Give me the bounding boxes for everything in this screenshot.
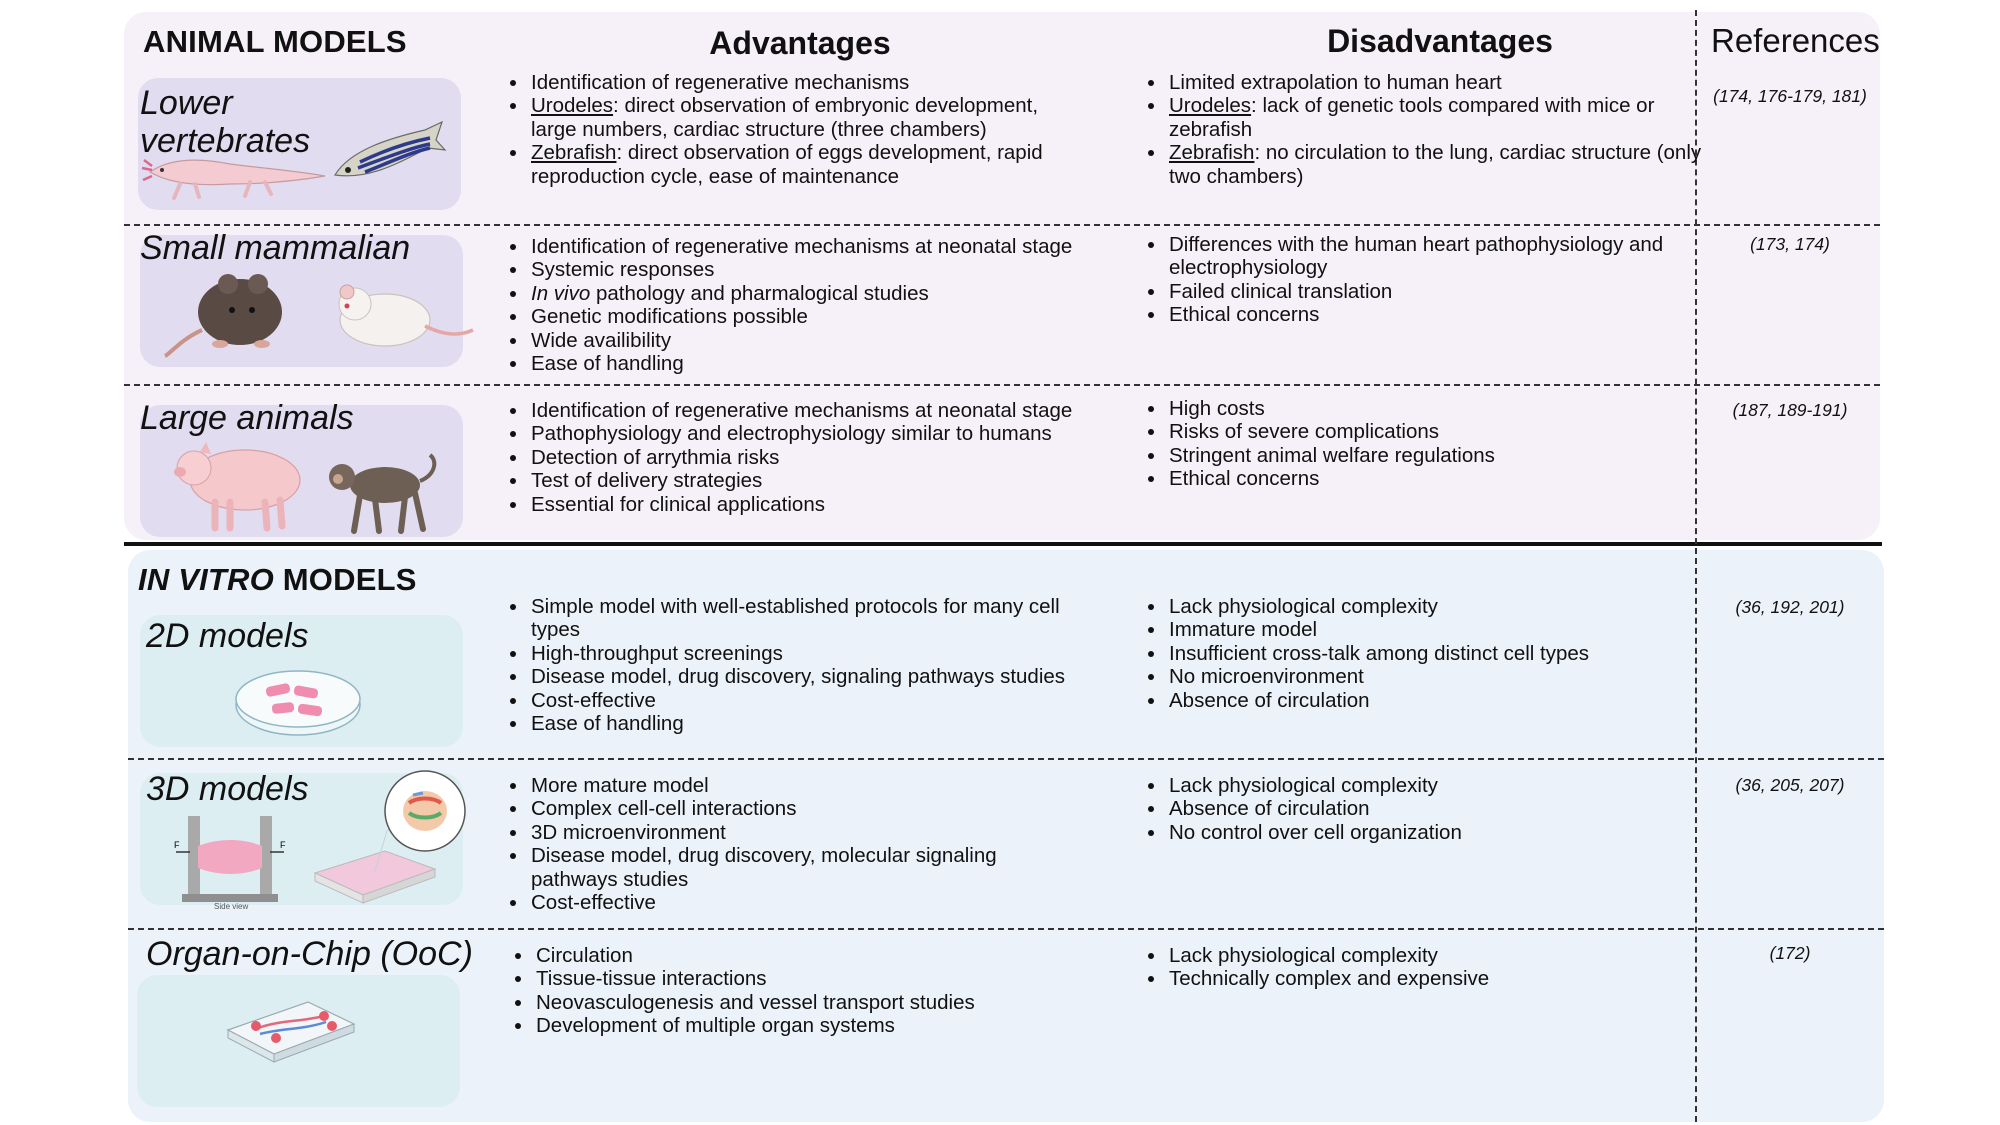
bullet-item [1167,141,1707,188]
bullet-item [1167,642,1707,665]
bullet-text: Risks of severe complications [1169,420,1440,444]
models-suffix: MODELS [273,562,417,597]
bullet-item [529,71,1089,94]
row-title-small-mammalian: Small mammalian [140,229,411,267]
monkey-illustration [320,455,440,535]
bullet-item [1167,397,1707,420]
bullet-text: Disease model, drug discovery, signaling pathways studies [531,665,1066,689]
bullet-text: Lack physiological complexity [1169,944,1438,967]
bullet-item [534,1014,1094,1037]
bullet-item [1167,595,1707,618]
bullet-item [529,329,1129,352]
row-title-lower-vertebrates: Lower vertebrates [140,84,311,160]
bullet-text: Pathophysiology and electrophysiology similar to humans [531,422,1052,446]
bullet-item [1167,444,1707,467]
bullet-item [1167,774,1707,797]
disadvantages-list-lower-vertebrates [1145,71,1707,188]
bullet-text: No microenvironment [1169,665,1364,689]
bullet-text: Immature model [1169,618,1318,642]
bullet-item [534,991,1094,1014]
disadvantages-header: Disadvantages [1327,23,1553,59]
bullet-text: Test of delivery strategies [531,469,763,493]
row-title-2d-models: 2D models [146,617,309,655]
bullet-item [529,797,1069,820]
advantages-list-small-mammalian [507,235,1129,375]
bullet-item [529,774,1069,797]
underlined-term: Zebrafish [531,141,617,165]
bullet-text: High costs [1169,397,1265,420]
underlined-term: Zebrafish [1169,141,1255,165]
advantages-list-3d-models [507,774,1069,914]
bullet-item [529,689,1109,712]
bullet-item [529,821,1069,844]
references-small-mammalian: (173, 174) [1750,234,1830,254]
bullet-item [529,642,1109,665]
bullet-text: Stringent animal welfare regulations [1169,443,1495,467]
bullet-text: Ease of handling [531,352,684,376]
petri-dish-illustration [232,665,364,737]
bullet-item [529,891,1069,914]
row-divider [128,758,1884,760]
bullet-text: Development of multiple organ systems [536,1014,895,1038]
bullet-text: Lack physiological complexity [1169,774,1438,797]
advantages-list-lower-vertebrates [507,71,1089,188]
bullet-text: Tissue-tissue interactions [536,967,767,991]
bullet-item [1167,280,1707,303]
bullet-item [1167,618,1707,641]
bullet-item [1167,94,1707,141]
bullet-text: Cost-effective [531,688,656,712]
axolotl-illustration [140,140,340,210]
bullet-item [529,282,1129,305]
bullet-item [529,422,1129,445]
side-view-label: Side view [214,902,249,911]
bullet-text: Identification of regenerative mechanisms at neonatal stage [531,235,1073,258]
bullet-text: Ethical concerns [1169,467,1320,491]
in-vitro-models-title [138,562,417,598]
disadvantages-list-large-animals [1145,397,1707,491]
bullet-text: : no circulation to the lung, cardiac structure (only two chambers) [1169,141,1702,188]
bullet-text: Systemic responses [531,258,715,282]
bullet-text: Complex cell-cell interactions [531,797,797,821]
animal-models-title: ANIMAL MODELS [143,24,407,59]
bullet-text: : lack of genetic tools compared with mice or zebrafish [1169,94,1655,141]
underlined-term: Urodeles [1169,94,1252,118]
bullet-text: Essential for clinical applications [531,492,825,516]
bullet-item [1167,967,1707,990]
force-label: F [174,840,180,850]
bullet-item [1167,420,1707,443]
zebrafish-illustration [330,120,450,200]
bullet-item [534,944,1094,967]
bullet-item [529,665,1109,688]
bullet-text: : direct observation of eggs development, rapid reproduction cycle, ease of maintenance [531,141,1043,188]
bullet-text: Lack physiological complexity [1169,595,1438,618]
rat-illustration [170,270,300,360]
bullet-text: Cost-effective [531,891,656,915]
bullet-item [1167,665,1707,688]
bullet-text: Disease model, drug discovery, molecular signaling pathways studies [531,844,997,891]
underlined-term: Urodeles [531,94,614,118]
bullet-item [529,235,1129,258]
bullet-text: : direct observation of embryonic development, large numbers, cardiac structure (three chambers) [531,94,1039,141]
bullet-text: Identification of regenerative mechanisms [531,71,910,94]
row-divider [128,928,1884,930]
bullet-text: Neovasculogenesis and vessel transport studies [536,990,975,1014]
references-3d-models: (36, 205, 207) [1735,775,1845,795]
disadvantages-list-ooc [1145,944,1707,991]
bullet-item [529,258,1129,281]
bullet-item [529,595,1109,642]
bullet-text: Technically complex and expensive [1169,967,1490,991]
advantages-list-large-animals [507,399,1129,516]
bullet-item [534,967,1094,990]
bullet-text: Failed clinical translation [1169,279,1393,303]
bullet-text: Insufficient cross-talk among distinct cell types [1169,641,1590,665]
bullet-text: Simple model with well-established protocols for many cell types [531,595,1060,642]
bullet-text: High-throughput screenings [531,641,783,665]
italic-term: In vivo [531,281,591,305]
disadvantages-list-small-mammalian [1145,233,1707,327]
bullet-text: Circulation [536,944,633,967]
references-2d-models: (36, 192, 201) [1735,597,1845,617]
force-label: F [280,840,286,850]
well-plate-illustration [305,773,465,909]
bullet-text: Absence of circulation [1169,797,1370,821]
advantages-header: Advantages [709,25,891,61]
references-ooc: (172) [1769,943,1811,963]
bullet-text: Ethical concerns [1169,303,1320,327]
row-title-ooc: Organ-on-Chip (OoC) [146,935,473,973]
bullet-text: 3D microenvironment [531,820,726,844]
bullet-item [529,844,1069,891]
bullet-item [529,94,1089,141]
bullet-item [529,305,1129,328]
bullet-item [1167,303,1707,326]
bullet-item [1167,821,1707,844]
bullet-item [529,469,1129,492]
bullet-text: Absence of circulation [1169,688,1370,712]
bullet-text: pathology and pharmalogical studies [590,281,929,305]
organ-on-chip-illustration [220,990,360,1070]
bullet-item [1167,689,1707,712]
bullet-item [529,493,1129,516]
advantages-list-2d-models [507,595,1109,735]
bullet-item [1167,71,1707,94]
references-large-animals: (187, 189-191) [1732,400,1848,420]
bullet-text: Ease of handling [531,712,684,736]
bullet-item [529,352,1129,375]
bullet-text: Wide availibility [531,328,672,352]
mouse-illustration [325,280,475,360]
disadvantages-list-2d-models [1145,595,1707,712]
bullet-item [529,399,1129,422]
row-divider [124,384,1880,386]
bullet-text: No control over cell organization [1169,820,1462,844]
bullet-text: Genetic modifications possible [531,305,808,329]
bullet-text: Limited extrapolation to human heart [1169,71,1502,94]
engineered-tissue-illustration [168,810,298,910]
row-title-large-animals: Large animals [140,399,354,437]
references-header: References [1711,22,1880,59]
row-title-3d-models: 3D models [146,770,309,808]
bullet-text: Identification of regenerative mechanisms at neonatal stage [531,399,1073,422]
bullet-item [1167,467,1707,490]
bullet-item [1167,944,1707,967]
bullet-text: Detection of arrythmia risks [531,445,780,469]
pig-illustration [170,440,310,535]
section-divider [124,542,1882,546]
disadvantages-list-3d-models [1145,774,1707,844]
bullet-item [529,712,1109,735]
bullet-item [1167,233,1707,280]
row-divider [124,224,1880,226]
bullet-item [529,446,1129,469]
bullet-text: More mature model [531,774,709,797]
bullet-item [1167,797,1707,820]
advantages-list-ooc [512,944,1094,1038]
bullet-item [529,141,1089,188]
in-vitro-italic: IN VITRO [138,562,274,597]
bullet-text: Differences with the human heart pathophysiology and electrophysiology [1169,233,1664,280]
references-lower-vertebrates: (174, 176-179, 181) [1713,86,1867,106]
